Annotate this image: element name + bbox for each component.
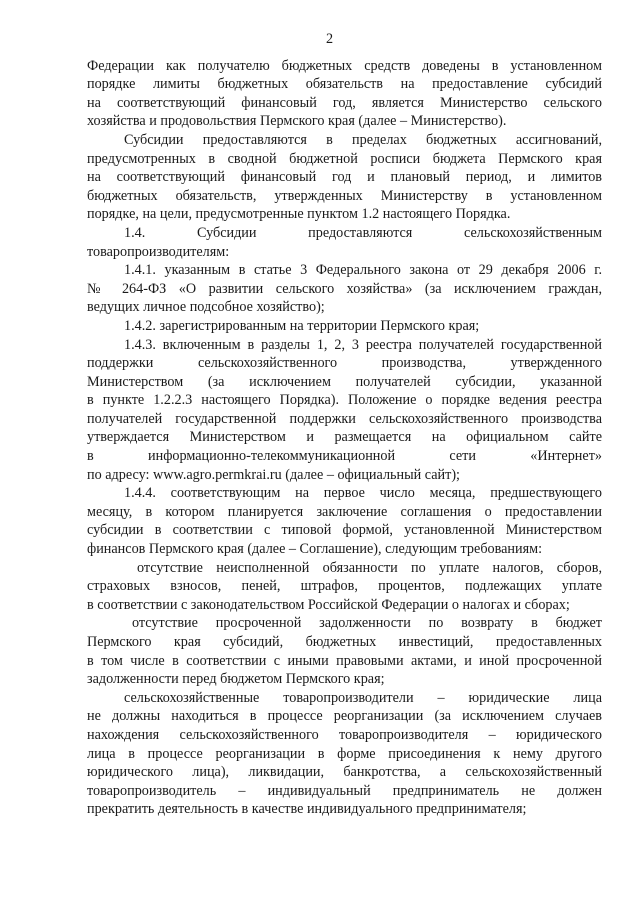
paragraph-subsidy-limits [87,131,602,224]
text-line: получателей государственной поддержки сельскохозяйственного производства [87,410,602,427]
text-line: хозяйства и продовольствия Пермского края (далее – Министерство). [87,113,507,130]
text-line: утверждается Министерством и размещается на официальном сайте [87,429,602,446]
paragraph-1-4-4 [87,484,602,558]
text-line: предусмотренных в сводной бюджетной росписи бюджета Пермского края [87,150,602,167]
text-line: 1.4.4. соответствующим на первое число месяца, предшествующего [124,485,602,502]
text-line: товаропроизводителям: [87,243,230,260]
text-line: Федерации как получателю бюджетных средств доведены в установленном [87,57,602,74]
text-line: на соответствующий финансовый год, является Министерство сельского [87,94,602,111]
text-line: Министерством (за исключением получателей субсидии, указанной [87,373,602,390]
paragraph-no-overdue-debt [87,614,602,688]
text-line: 1.4. Субсидии предоставляются сельскохозяйственным [124,224,602,241]
text-line: отсутствие просроченной задолженности по возврату в бюджет [132,615,602,632]
text-line: задолженности перед бюджетом Пермского края; [87,671,385,688]
text-line: в информационно-телекоммуникационной сети «Интернет» [87,448,602,465]
document-body [87,57,602,819]
text-line: не должны находиться в процессе реорганизации (за исключением случаев [87,708,602,725]
paragraph-1-4 [87,224,602,261]
text-line: лица в процессе реорганизации в форме присоединения к нему другого [87,745,602,762]
paragraph-1-4-3 [87,336,602,485]
text-line: Субсидии предоставляются в пределах бюджетных ассигнований, [124,131,602,148]
text-line: страховых взносов, пеней, штрафов, процентов, подлежащих уплате [87,578,602,595]
text-line: поддержки сельскохозяйственного производства, утвержденного [87,355,602,372]
text-line: месяцу, в котором планируется заключение соглашения о предоставлении [87,503,602,520]
text-line: товаропроизводитель – индивидуальный предприниматель не должен [87,782,602,799]
paragraph-no-tax-debt [87,559,602,615]
text-line: на соответствующий финансовый год и плановый период, и лимитов [87,169,602,186]
text-line: финансов Пермского края (далее – Соглашение), следующим требованиям: [87,541,543,558]
text-line: по адресу: www.agro.permkrai.ru (далее – официальный сайт); [87,466,460,483]
text-line: отсутствие неисполненной обязанности по уплате налогов, сборов, [137,559,602,576]
text-line: порядке, на цели, предусмотренные пунктом 1.2 настоящего Порядка. [87,206,511,223]
paragraph-1-4-2 [87,317,602,336]
text-line: в пункте 1.2.2.3 настоящего Порядка). Положение о порядке ведения реестра [87,392,602,409]
text-line: прекратить деятельность в качестве индивидуального предпринимателя; [87,801,527,818]
text-line: в том числе в соответствии с иными правовыми актами, и иной просроченной [87,652,602,669]
paragraph-1-4-1 [87,261,602,317]
text-line: сельскохозяйственные товаропроизводители – юридические лица [124,689,602,706]
text-line: юридического лица), ликвидации, банкротства, а сельскохозяйственный [87,764,602,781]
paragraph-ministry-definition [87,57,602,131]
text-line: № 264-ФЗ «О развитии сельского хозяйства» (за исключением граждан, [87,280,602,297]
text-line: 1.4.2. зарегистрированным на территории Пермского края; [124,317,480,334]
text-line: порядке лимиты бюджетных обязательств на предоставление субсидий [87,76,602,93]
text-line: в соответствии с законодательством Российской Федерации о налогах и сборах; [87,596,570,613]
text-line: бюджетных обязательств, утвержденных Министерству в установленном [87,187,602,204]
text-line: субсидии в соответствии с типовой формой, установленной Министерством [87,522,602,539]
paragraph-no-reorganization [87,689,602,819]
text-line: нахождения сельскохозяйственного товаропроизводителя – юридического [87,726,602,743]
text-line: 1.4.1. указанным в статье 3 Федерального закона от 29 декабря 2006 г. [124,262,602,279]
page-number: 2 [325,31,334,47]
text-line: ведущих личное подсобное хозяйство); [87,299,325,316]
text-line: Пермского края субсидий, бюджетных инвестиций, предоставленных [87,634,602,650]
text-line: 1.4.3. включенным в разделы 1, 2, 3 реестра получателей государственной [124,336,602,353]
